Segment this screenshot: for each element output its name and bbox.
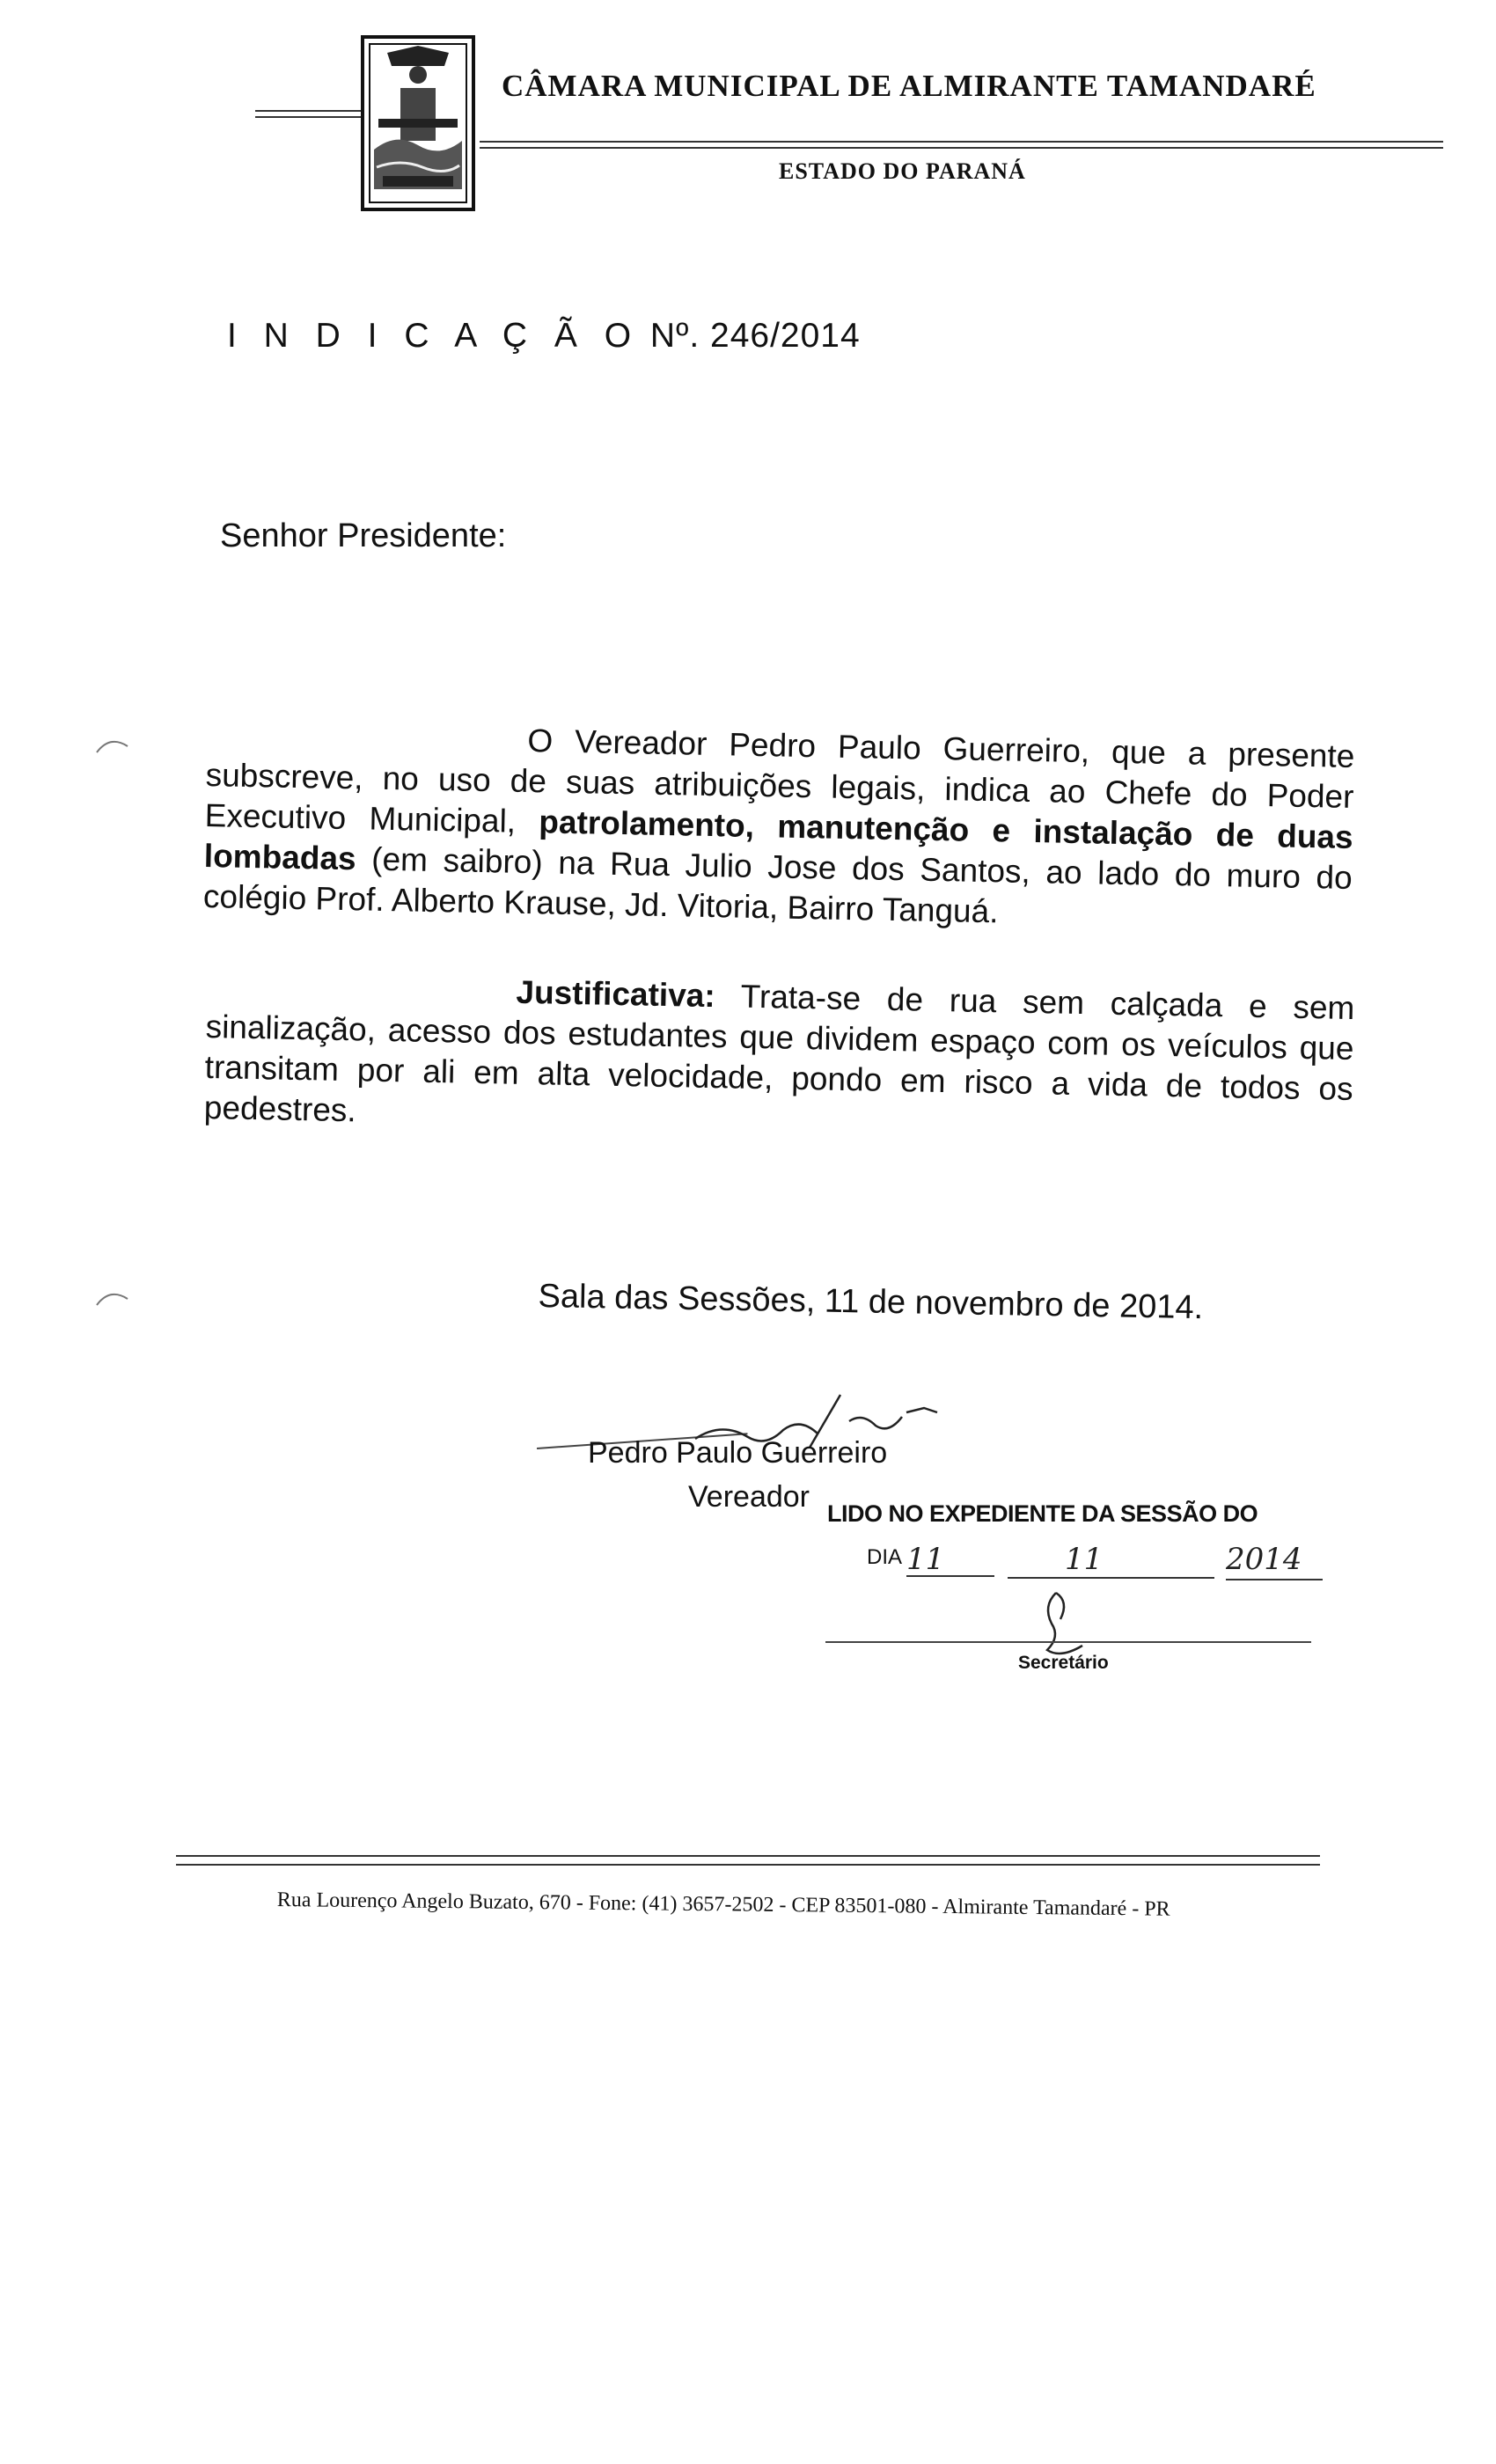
signer-role: Vereador bbox=[688, 1480, 810, 1514]
number-value: 246/2014 bbox=[710, 317, 861, 355]
document-number bbox=[227, 317, 861, 356]
stamp-signature-line bbox=[825, 1641, 1311, 1643]
state-name: ESTADO DO PARANÁ bbox=[779, 158, 1026, 184]
justification-label: Justificativa: bbox=[516, 973, 716, 1015]
justification-text: Trata-se de rua sem calçada e sem sinalização, acesso dos estudantes que dividem espaço com os veículos que transitam por ali em alta velocidade, pondo em risco a vida de todos os pedestres. bbox=[203, 978, 1355, 1129]
paragraph-emphasis: patrolamento, manutenção e instalação de duas lombadas bbox=[203, 803, 1353, 877]
margin-mark-icon bbox=[92, 730, 136, 757]
stamp-day-line bbox=[906, 1575, 994, 1577]
footer-rule bbox=[176, 1855, 1320, 1857]
document-type: I N D I C A Ç Ã O bbox=[227, 317, 641, 355]
signer-name: Pedro Paulo Guerreiro bbox=[588, 1436, 888, 1470]
justification-paragraph bbox=[203, 966, 1354, 1150]
header-rule-right bbox=[480, 141, 1443, 143]
stamp-year: 2014 bbox=[1226, 1542, 1302, 1577]
stamp-month-line bbox=[1008, 1577, 1214, 1579]
paragraph-text: (em saibro) na Rua Julio Jose dos Santos, ao lado do muro do colégio Prof. Alberto Krause, Jd. Vitoria, Bairro Tanguá. bbox=[202, 840, 1353, 930]
place-date: Sala das Sessões, 11 de novembro de 2014. bbox=[538, 1278, 1204, 1327]
institution-name: CÂMARA MUNICIPAL DE ALMIRANTE TAMANDARÉ bbox=[502, 69, 1316, 103]
paragraph-text: O Vereador Pedro Paulo Guerreiro, que a presente subscreve, no uso de suas atribuições legais, indica ao Chefe do Poder Executivo Municipal, bbox=[204, 722, 1355, 840]
municipal-crest-icon bbox=[361, 35, 475, 211]
header-rule-right-2 bbox=[480, 147, 1443, 149]
margin-mark-icon bbox=[92, 1283, 136, 1309]
indication-paragraph bbox=[203, 715, 1355, 939]
header-rule-left-2 bbox=[255, 116, 361, 118]
header-rule-left bbox=[255, 110, 361, 112]
stamp-month: 11 bbox=[1065, 1542, 1104, 1577]
stamp-day: 11 bbox=[906, 1542, 945, 1577]
stamp-day-label: DIA bbox=[867, 1545, 903, 1569]
stamp-year-line bbox=[1226, 1579, 1323, 1580]
salutation: Senhor Presidente: bbox=[220, 517, 507, 554]
footer-address: Rua Lourenço Angelo Buzato, 670 - Fone: (41) 3657-2502 - CEP 83501-080 - Almirante Tamandaré - PR bbox=[276, 1888, 1170, 1921]
number-label: Nº. bbox=[649, 317, 700, 355]
footer-rule-2 bbox=[176, 1864, 1320, 1866]
reading-stamp-heading: LIDO NO EXPEDIENTE DA SESSÃO DO bbox=[827, 1500, 1258, 1527]
secretary-label: Secretário bbox=[1018, 1653, 1109, 1673]
